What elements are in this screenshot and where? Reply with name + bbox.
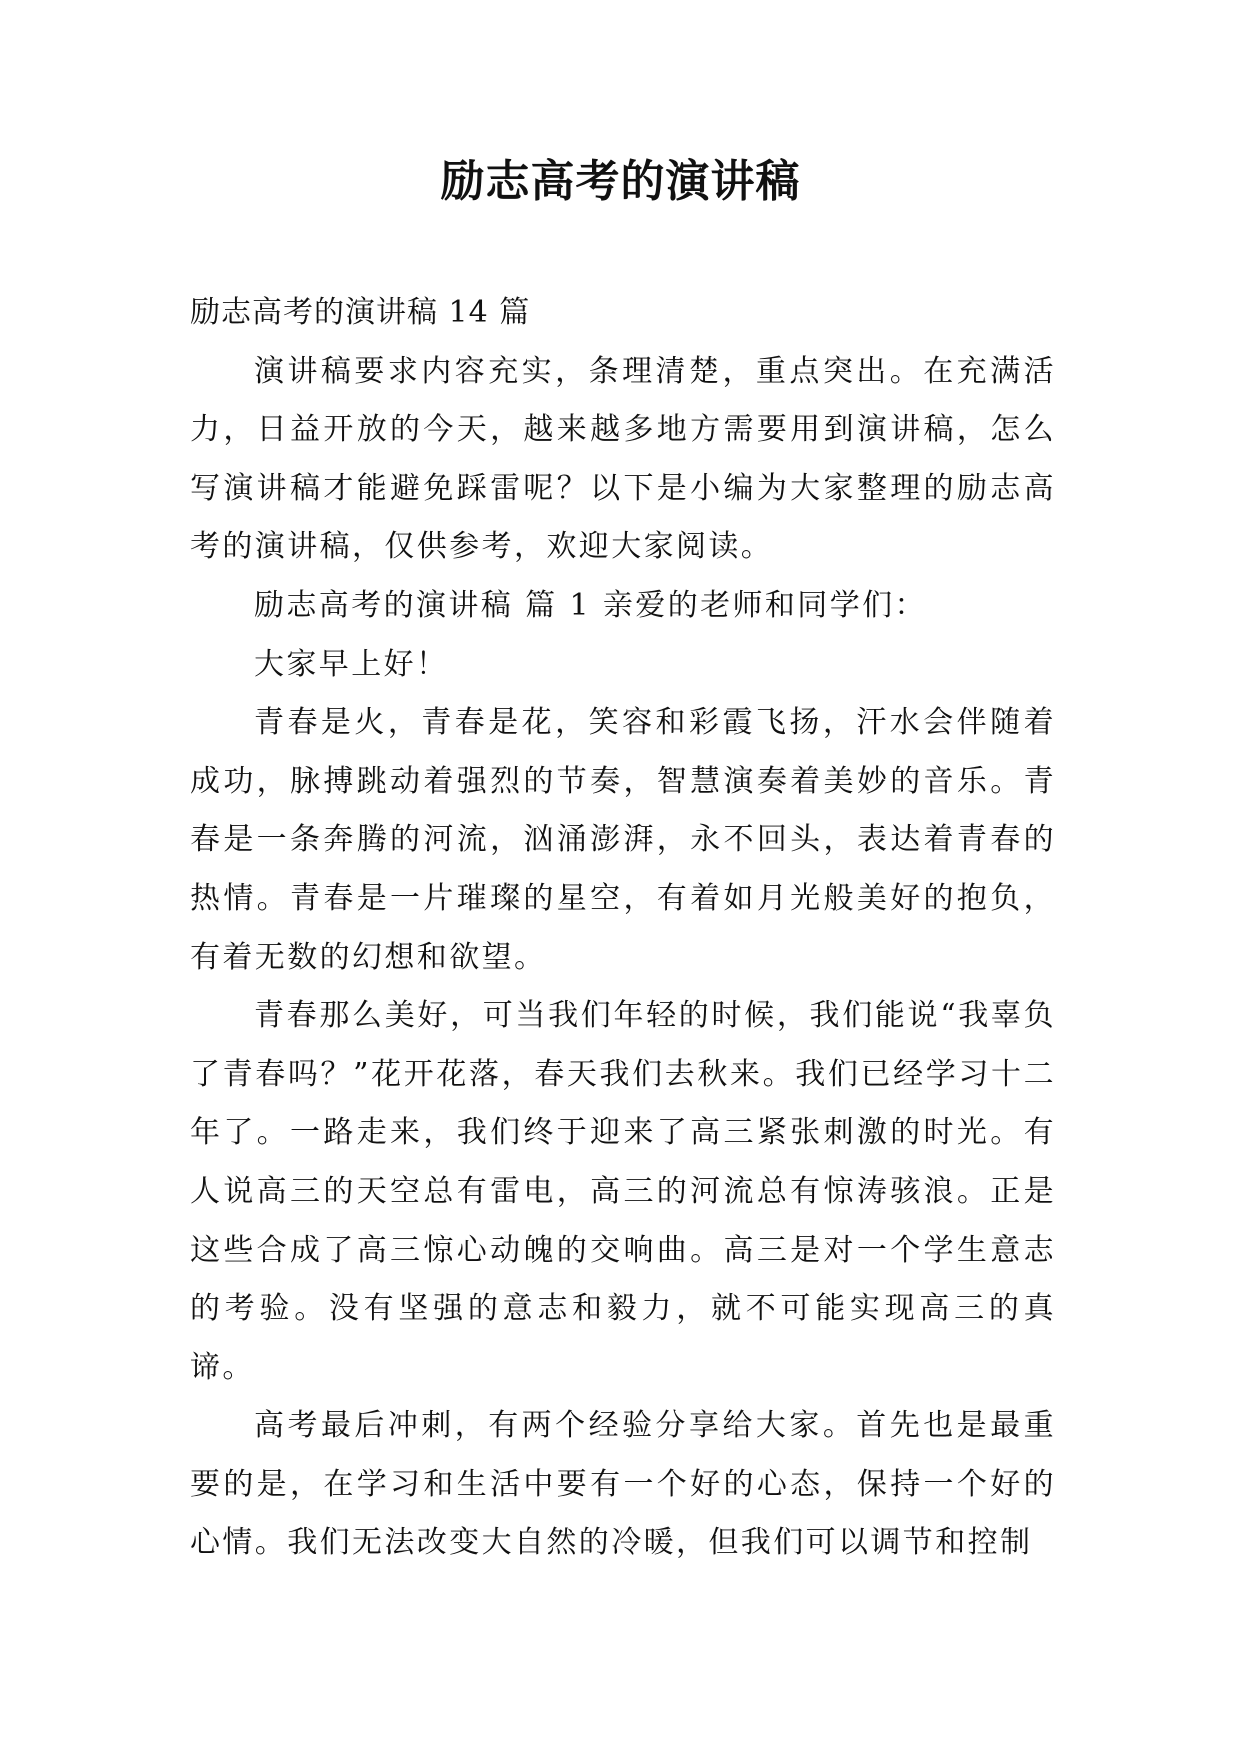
paragraph-intro: 演讲稿要求内容充实，条理清楚，重点突出。在充满活力，日益开放的今天，越来越多地方需要用到演讲稿，怎么写演讲稿才能避免踩雷呢？以下是小编为大家整理的励志高考的演讲稿，仅供参考，欢迎大家阅读。 — [190, 353, 1056, 565]
document-body — [190, 284, 1056, 1573]
document-subtitle: 励志高考的演讲稿 14 篇 — [190, 295, 531, 330]
paragraph-greeting: 大家早上好！ — [254, 646, 449, 682]
paragraph-advice: 高考最后冲刺，有两个经验分享给大家。首先也是最重要的是，在学习和生活中要有一个好的心态，保持一个好的心情。我们无法改变大自然的冷暖，但我们可以调节和控制 — [190, 1408, 1056, 1561]
paragraph-speech-heading: 励志高考的演讲稿 篇 1 亲爱的老师和同学们： — [254, 587, 927, 623]
paragraph-senior-year: 青春那么美好，可当我们年轻的时候，我们能说“我辜负了青春吗？”花开花落，春天我们去秋来。我们已经学习十二年了。一路走来，我们终于迎来了高三紧张刺激的时光。有人说高三的天空总有雷电，高三的河流总有惊涛骇浪。正是这些合成了高三惊心动魄的交响曲。高三是对一个学生意志的考验。没有坚强的意志和毅力，就不可能实现高三的真谛。 — [190, 998, 1056, 1385]
document-title: 励志高考的演讲稿 — [440, 156, 801, 207]
paragraph-youth: 青春是火，青春是花，笑容和彩霞飞扬，汗水会伴随着成功，脉搏跳动着强烈的节奏，智慧演奏着美妙的音乐。青春是一条奔腾的河流，汹涌澎湃，永不回头，表达着青春的热情。青春是一片璀璨的星空，有着如月光般美好的抱负，有着无数的幻想和欲望。 — [190, 705, 1056, 975]
